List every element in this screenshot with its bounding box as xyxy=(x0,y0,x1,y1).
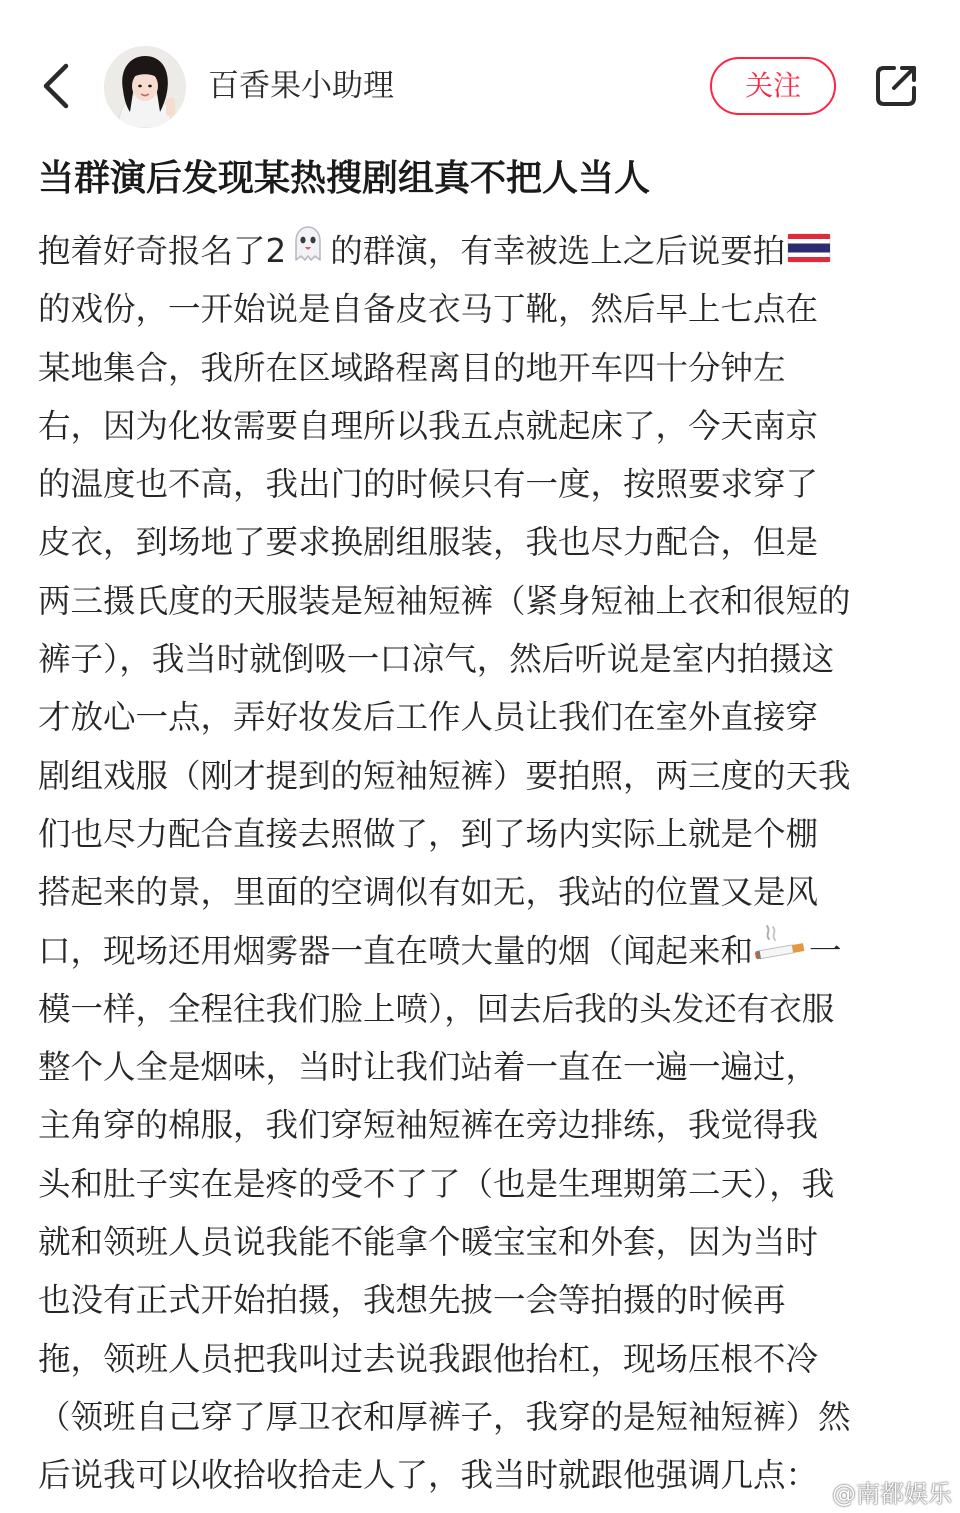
post-body-line xyxy=(38,222,924,280)
watermark xyxy=(796,1474,952,1508)
post-text: 头和肚子实在是疼的受不了了（也是生理期第二天），我 xyxy=(38,1164,835,1203)
post-text: 剧组戏服（刚才提到的短袖短裤）要拍照，两三度的天我 xyxy=(38,756,851,795)
post-body-line xyxy=(38,805,924,863)
post-body-line xyxy=(38,339,924,397)
post-text: 们也尽力配合直接去照做了，到了场内实际上就是个棚 xyxy=(38,814,819,853)
post-body-line xyxy=(38,572,924,630)
post-body-line xyxy=(38,980,924,1038)
avatar-image xyxy=(104,46,186,128)
post-body-line xyxy=(38,1096,924,1154)
post-title: 当群演后发现某热搜剧组真不把人当人 xyxy=(38,158,651,199)
post-text: 也没有正式开始拍摄，我想先披一会等拍摄的时候再 xyxy=(38,1281,786,1320)
post-text: 一 xyxy=(809,931,842,970)
post-text: 的戏份，一开始说是自备皮衣马丁靴，然后早上七点在 xyxy=(38,290,819,329)
post-body-line xyxy=(38,513,924,571)
post-text: 就和领班人员说我能不能拿个暖宝宝和外套，因为当时 xyxy=(38,1223,819,1262)
post-body-line xyxy=(38,455,924,513)
post-text: 的群演，有幸被选上之后说要拍 xyxy=(330,232,786,270)
post-text: 才放心一点，弄好妆发后工作人员让我们在室外直接穿 xyxy=(38,698,819,737)
post-body-line xyxy=(38,747,924,805)
post-body-line xyxy=(38,1330,924,1388)
post-body-line xyxy=(38,1388,924,1446)
post-body-line xyxy=(38,397,924,455)
weibo-icon xyxy=(796,1477,828,1505)
post-text: 主角穿的棉服，我们穿短袖短裤在旁边排练，我觉得我 xyxy=(38,1106,819,1145)
back-button[interactable] xyxy=(30,58,82,114)
post-text: 口，现场还用烟雾器一直在喷大量的烟（闻起来和 xyxy=(38,931,754,970)
post-body-line xyxy=(38,688,924,746)
post-text: 抱着好奇报名了2 xyxy=(38,232,287,270)
post-text: （领班自己穿了厚卫衣和厚裤子，我穿的是短袖短裤）然 xyxy=(38,1397,851,1436)
author-name[interactable]: 百香果小助理 xyxy=(208,68,394,104)
post-text: 后说我可以收拾收拾走人了，我当时就跟他强调几点： xyxy=(38,1456,819,1495)
post-text: 模一样，全程往我们脸上喷），回去后我的头发还有衣服 xyxy=(38,989,835,1028)
ghost-emoji-icon xyxy=(288,224,328,282)
post-text: 裤子），我当时就倒吸一口凉气，然后听说是室内拍摄这 xyxy=(38,640,835,679)
post-body-line xyxy=(38,1213,924,1271)
post-text: 的温度也不高，我出门的时候只有一度，按照要求穿了 xyxy=(38,465,819,504)
post-body-line xyxy=(38,630,924,688)
cigarette-emoji-icon xyxy=(755,923,807,981)
watermark-text: @南都娱乐 xyxy=(832,1479,952,1508)
post-body-line xyxy=(38,1446,924,1504)
share-icon xyxy=(872,62,920,110)
post-text: 右，因为化妆需要自理所以我五点就起床了，今天南京 xyxy=(38,406,819,445)
post-body-line xyxy=(38,1155,924,1213)
post-body-line xyxy=(38,1271,924,1329)
avatar[interactable] xyxy=(104,46,186,128)
follow-button[interactable]: 关注 xyxy=(710,57,836,115)
post-text: 整个人全是烟味，当时让我们站着一直在一遍一遍过， xyxy=(38,1048,819,1087)
post-body-line xyxy=(38,863,924,921)
post-text: 拖，领班人员把我叫过去说我跟他抬杠，现场压根不冷 xyxy=(38,1339,819,1378)
post-text: 皮衣，到场地了要求换剧组服装，我也尽力配合，但是 xyxy=(38,523,819,562)
post-header xyxy=(0,0,960,150)
post-text: 某地集合，我所在区域路程离目的地开车四十分钟左 xyxy=(38,348,786,387)
post-body xyxy=(38,222,924,1505)
post-body-line xyxy=(38,1038,924,1096)
share-button[interactable] xyxy=(868,58,924,114)
post-body-line xyxy=(38,922,924,980)
post-body-line xyxy=(38,280,924,338)
post-text: 两三摄氏度的天服装是短袖短裤（紧身短袖上衣和很短的 xyxy=(38,581,851,620)
thailand-flag-emoji-icon xyxy=(787,224,831,282)
post-text: 搭起来的景，里面的空调似有如无，我站的位置又是风 xyxy=(38,873,819,912)
chevron-left-icon xyxy=(41,63,71,109)
